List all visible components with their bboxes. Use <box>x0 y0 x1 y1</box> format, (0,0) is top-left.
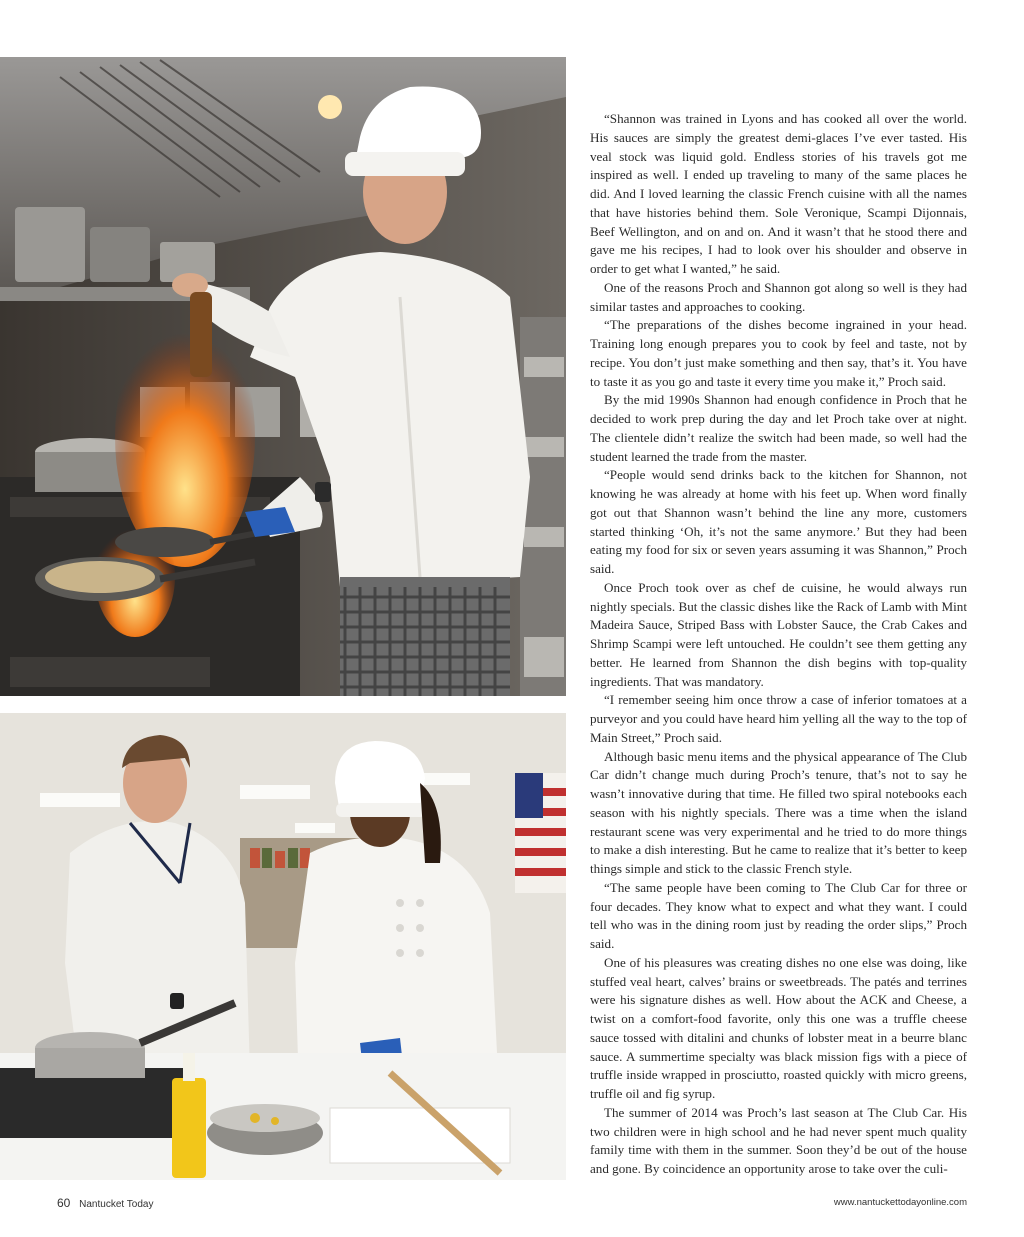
chef-stove-illustration <box>0 57 566 696</box>
article-paragraph: “The preparations of the dishes become ingrained in your head. Training long enough prepares you to cook by feel and taste, not by recipe. You don’t just make something and then say, that’s it. You have to taste it as you go and taste it every time you make it,” Proch said. <box>590 317 967 389</box>
publication-name: Nantucket Today <box>79 1199 154 1210</box>
cooking-class-photo <box>0 713 566 1180</box>
cooking-class-illustration <box>0 713 566 1180</box>
article-paragraph: One of the reasons Proch and Shannon got along so well is they had similar tastes and approaches to cooking. <box>590 279 967 314</box>
article-paragraph: “The same people have been coming to The Club Car for three or four decades. They know what to expect and what they want. I could tell who was in the dining room just by reading the order slips,” Proch said. <box>590 879 967 951</box>
article-paragraph: “Shannon was trained in Lyons and has cooked all over the world. His sauces are simply the greatest demi-glaces I’ve ever tasted. His veal stock was liquid gold. Endless stories of his travels got me inspired as well. I ended up traveling to many of the same places he did. And I loved learning the classic French cuisine with all the names that have histories behind them. Sole Veronique, Scampi Dijonnais, Beef Wellington, and on and on. And it wasn’t that he stood there and gave me his recipes, I had to look over his shoulder and observe in order to get what I wanted,” he said. <box>590 111 967 276</box>
article-paragraph: One of his pleasures was creating dishes no one else was doing, like stuffed veal heart, calves’ brains or sweetbreads. The patés and terrines were his signature dishes as well. How about the ACK and Cheese, a twist on a comfort-food favorite, only this one was a truffle cheese sauce tossed with ditalini and chunks of lobster meat in a beurre blanc sauce. A summertime specialty was black mission figs with a piece of truffle inside wrapped in prosciutto, roasted quickly with micro greens, truffle oil and fig syrup. <box>590 954 967 1101</box>
article-paragraph: By the mid 1990s Shannon had enough confidence in Proch that he decided to work prep during the day and let Proch take over at night. The clientele didn’t realize the switch had been made, so well had the student learned the trade from the master. <box>590 392 967 464</box>
article-paragraph: The summer of 2014 was Proch’s last season at The Club Car. His two children were in high school and he had never spent much quality family time with them in the summer. Soon they’d be out of the house and gone. By coincidence an opportunity arose to take over the culi- <box>590 1104 967 1176</box>
article-paragraph: Although basic menu items and the physical appearance of The Club Car didn’t change much during Proch’s tenure, that’s not to say he wasn’t innovative during that time. He filled two spiral notebooks each season with his nightly specials. There was a time when the island restaurant scene was very experimental and he tried to do more things to make a dish interesting. But he came to realize that it’s better to keep things simple and stick to the classic French style. <box>590 748 967 876</box>
article-paragraph: “I remember seeing him once throw a case of inferior tomatoes at a purveyor and you could have heard him yelling all the way to the top of Main Street,” Proch said. <box>590 692 967 745</box>
page-number: 60 <box>57 1196 71 1210</box>
article-text-column <box>590 110 967 1179</box>
website-url[interactable]: www.nantuckettodayonline.com <box>833 1197 967 1208</box>
article-paragraph: Once Proch took over as chef de cuisine, he would always run nightly specials. But the classic dishes like the Rack of Lamb with Mint Madeira Sauce, Striped Bass with Lobster Sauce, the Crab Cakes and Shrimp Scampi were left untouched. He couldn’t see them getting any better. He learned from Shannon the dish begins with top-quality ingredients. That was mandatory. <box>590 579 967 689</box>
page-footer-left <box>57 1196 153 1210</box>
chef-stove-photo <box>0 57 566 696</box>
article-paragraph: “People would send drinks back to the kitchen for Shannon, not knowing he was already at home with his feet up. When word finally got out that Shannon wasn’t behind the line any more, customers started thinking ‘Oh, it’s not the same anymore.’ But they had been eating my food for six or seven years assuming it was Shannon,” Proch said. <box>590 467 967 576</box>
